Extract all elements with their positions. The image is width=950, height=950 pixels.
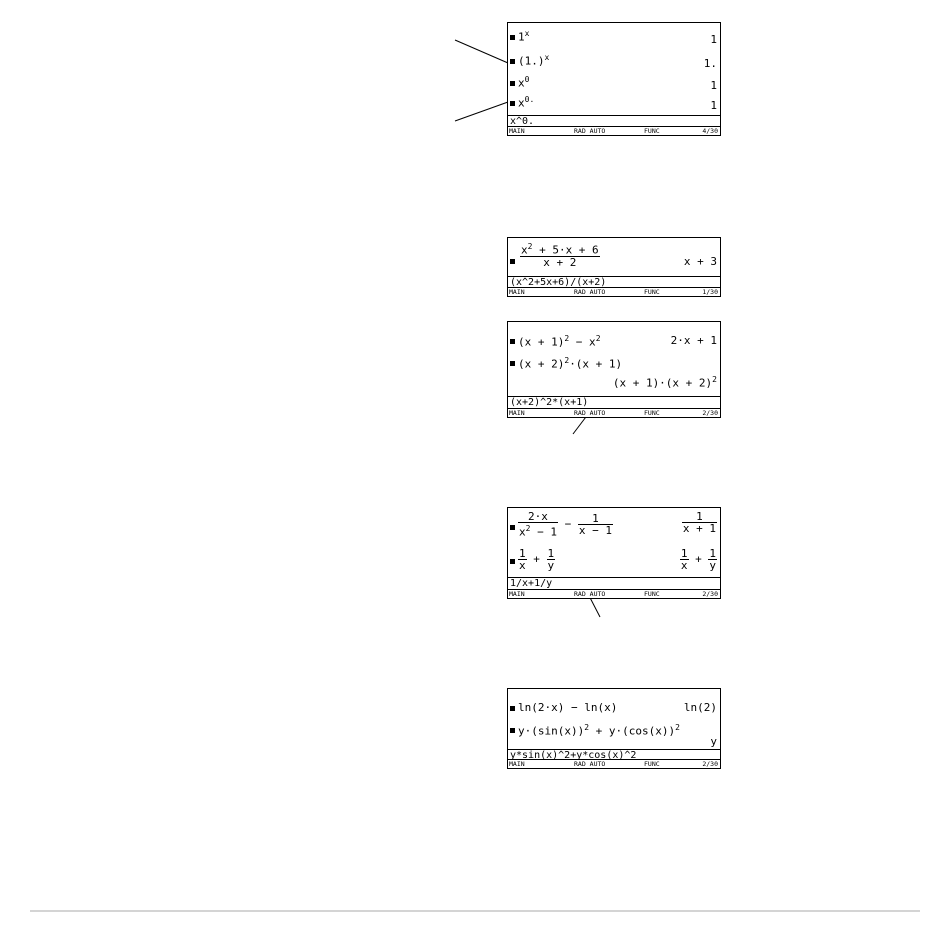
status-angle: RAD AUTO xyxy=(574,127,606,135)
entry-line[interactable]: y*sin(x)^2+y*cos(x)^2 xyxy=(508,749,720,761)
history-output: $(x + 1)\cdot(x + 2)^2$ xyxy=(612,375,717,390)
history-output: 1. xyxy=(703,57,717,70)
entry-bullet xyxy=(510,259,515,264)
status-mode: MAIN xyxy=(509,590,525,598)
fraction: $\frac{1}{x + 1}$ xyxy=(682,510,716,535)
history-output xyxy=(682,511,717,534)
status-graph: FUNC xyxy=(644,760,660,768)
history-input: $\frac{2\cdot x}{x^2 - 1}$ − $\frac{1}{x - 1}$ xyxy=(519,510,612,539)
history-output: $\frac{1}{x}$ + $\frac{1}{y}$ xyxy=(680,547,716,572)
status-angle: RAD AUTO xyxy=(574,760,606,768)
entry-line[interactable]: x^0. xyxy=(508,115,720,127)
entry-bullet xyxy=(510,525,515,530)
status-history: 2/30 xyxy=(702,590,718,598)
history-row xyxy=(508,548,720,576)
status-angle: RAD AUTO xyxy=(574,590,606,598)
history-input: $x^0$ xyxy=(518,75,530,90)
history-input: $(x + 1)^2 - x^2$ xyxy=(518,334,601,349)
history-output: y xyxy=(710,735,717,748)
entry-line[interactable]: (x+2)^2*(x+1) xyxy=(508,396,720,408)
entry-bullet xyxy=(510,706,515,711)
history-row xyxy=(508,511,720,545)
history-input xyxy=(520,241,600,268)
entry-bullet xyxy=(510,59,515,64)
history-output: 1 xyxy=(710,33,717,46)
entry-bullet xyxy=(510,35,515,40)
fraction: $\frac{1}{x - 1}$ xyxy=(578,511,612,537)
entry-line[interactable]: (x^2+5x+6)/(x+2) xyxy=(508,276,720,288)
status-history: 2/30 xyxy=(702,760,718,768)
status-angle: RAD AUTO xyxy=(574,409,606,417)
status-graph: FUNC xyxy=(644,590,660,598)
status-angle: RAD AUTO xyxy=(574,288,606,296)
status-history: 1/30 xyxy=(702,288,718,296)
fraction: $\frac{1}{x}$ xyxy=(519,547,526,572)
status-history: 2/30 xyxy=(702,409,718,417)
status-history: 4/30 xyxy=(702,127,718,135)
history-output: 2·x + 1 xyxy=(670,334,717,347)
fraction: $\frac{x^2 + 5\cdot x + 6}{x + 2}$ xyxy=(521,242,599,269)
fraction: $\frac{1}{y}$ xyxy=(547,547,555,572)
calculator-screen-1 xyxy=(507,22,721,136)
status-mode: MAIN xyxy=(509,760,525,768)
callout-line-x0 xyxy=(455,102,508,121)
entry-bullet xyxy=(510,81,515,86)
status-bar xyxy=(508,408,720,417)
fraction: $\frac{1}{x}$ xyxy=(680,547,688,572)
calculator-screen-4 xyxy=(507,507,721,599)
history-output: ln(2) xyxy=(683,701,717,714)
callout-line-1x xyxy=(455,40,508,63)
status-graph: FUNC xyxy=(644,288,660,296)
entry-bullet xyxy=(510,339,515,344)
entry-bullet xyxy=(510,559,515,564)
status-bar xyxy=(508,126,720,135)
fraction: $\frac{1}{y}$ xyxy=(709,547,716,572)
history-output: x + 3 xyxy=(683,255,717,268)
entry-bullet xyxy=(510,361,515,366)
entry-bullet xyxy=(510,101,515,106)
history-input: 1$^x$ xyxy=(518,29,530,44)
history-input: ln(2·x) − ln(x) xyxy=(518,701,618,714)
history-input: $x^{0.}$ xyxy=(518,95,535,110)
history-output: 1 xyxy=(710,79,717,92)
entry-bullet xyxy=(510,728,515,733)
history-input: $(x + 2)^2\cdot(x + 1)$ xyxy=(518,356,623,371)
status-bar xyxy=(508,287,720,296)
footer-rule xyxy=(30,910,920,912)
status-graph: FUNC xyxy=(644,409,660,417)
calculator-screen-5 xyxy=(507,688,721,769)
status-mode: MAIN xyxy=(509,127,525,135)
calculator-screen-3 xyxy=(507,321,721,418)
status-graph: FUNC xyxy=(644,127,660,135)
status-bar xyxy=(508,759,720,768)
status-mode: MAIN xyxy=(509,288,525,296)
history-input: $y\cdot(\sin(x))^2 + y\cdot(\cos(x))^2$ xyxy=(518,723,680,738)
status-bar xyxy=(508,589,720,598)
calculator-screen-2 xyxy=(507,237,721,297)
entry-line[interactable]: 1/x+1/y xyxy=(508,577,720,589)
history-input: $\frac{1}{x}$ + $\frac{1}{y}$ xyxy=(519,547,555,572)
history-input: $(1.)^x$ xyxy=(518,53,550,68)
status-mode: MAIN xyxy=(509,409,525,417)
history-output: 1 xyxy=(710,99,717,112)
fraction: $\frac{2\cdot x}{x^2 - 1}$ xyxy=(519,510,557,539)
